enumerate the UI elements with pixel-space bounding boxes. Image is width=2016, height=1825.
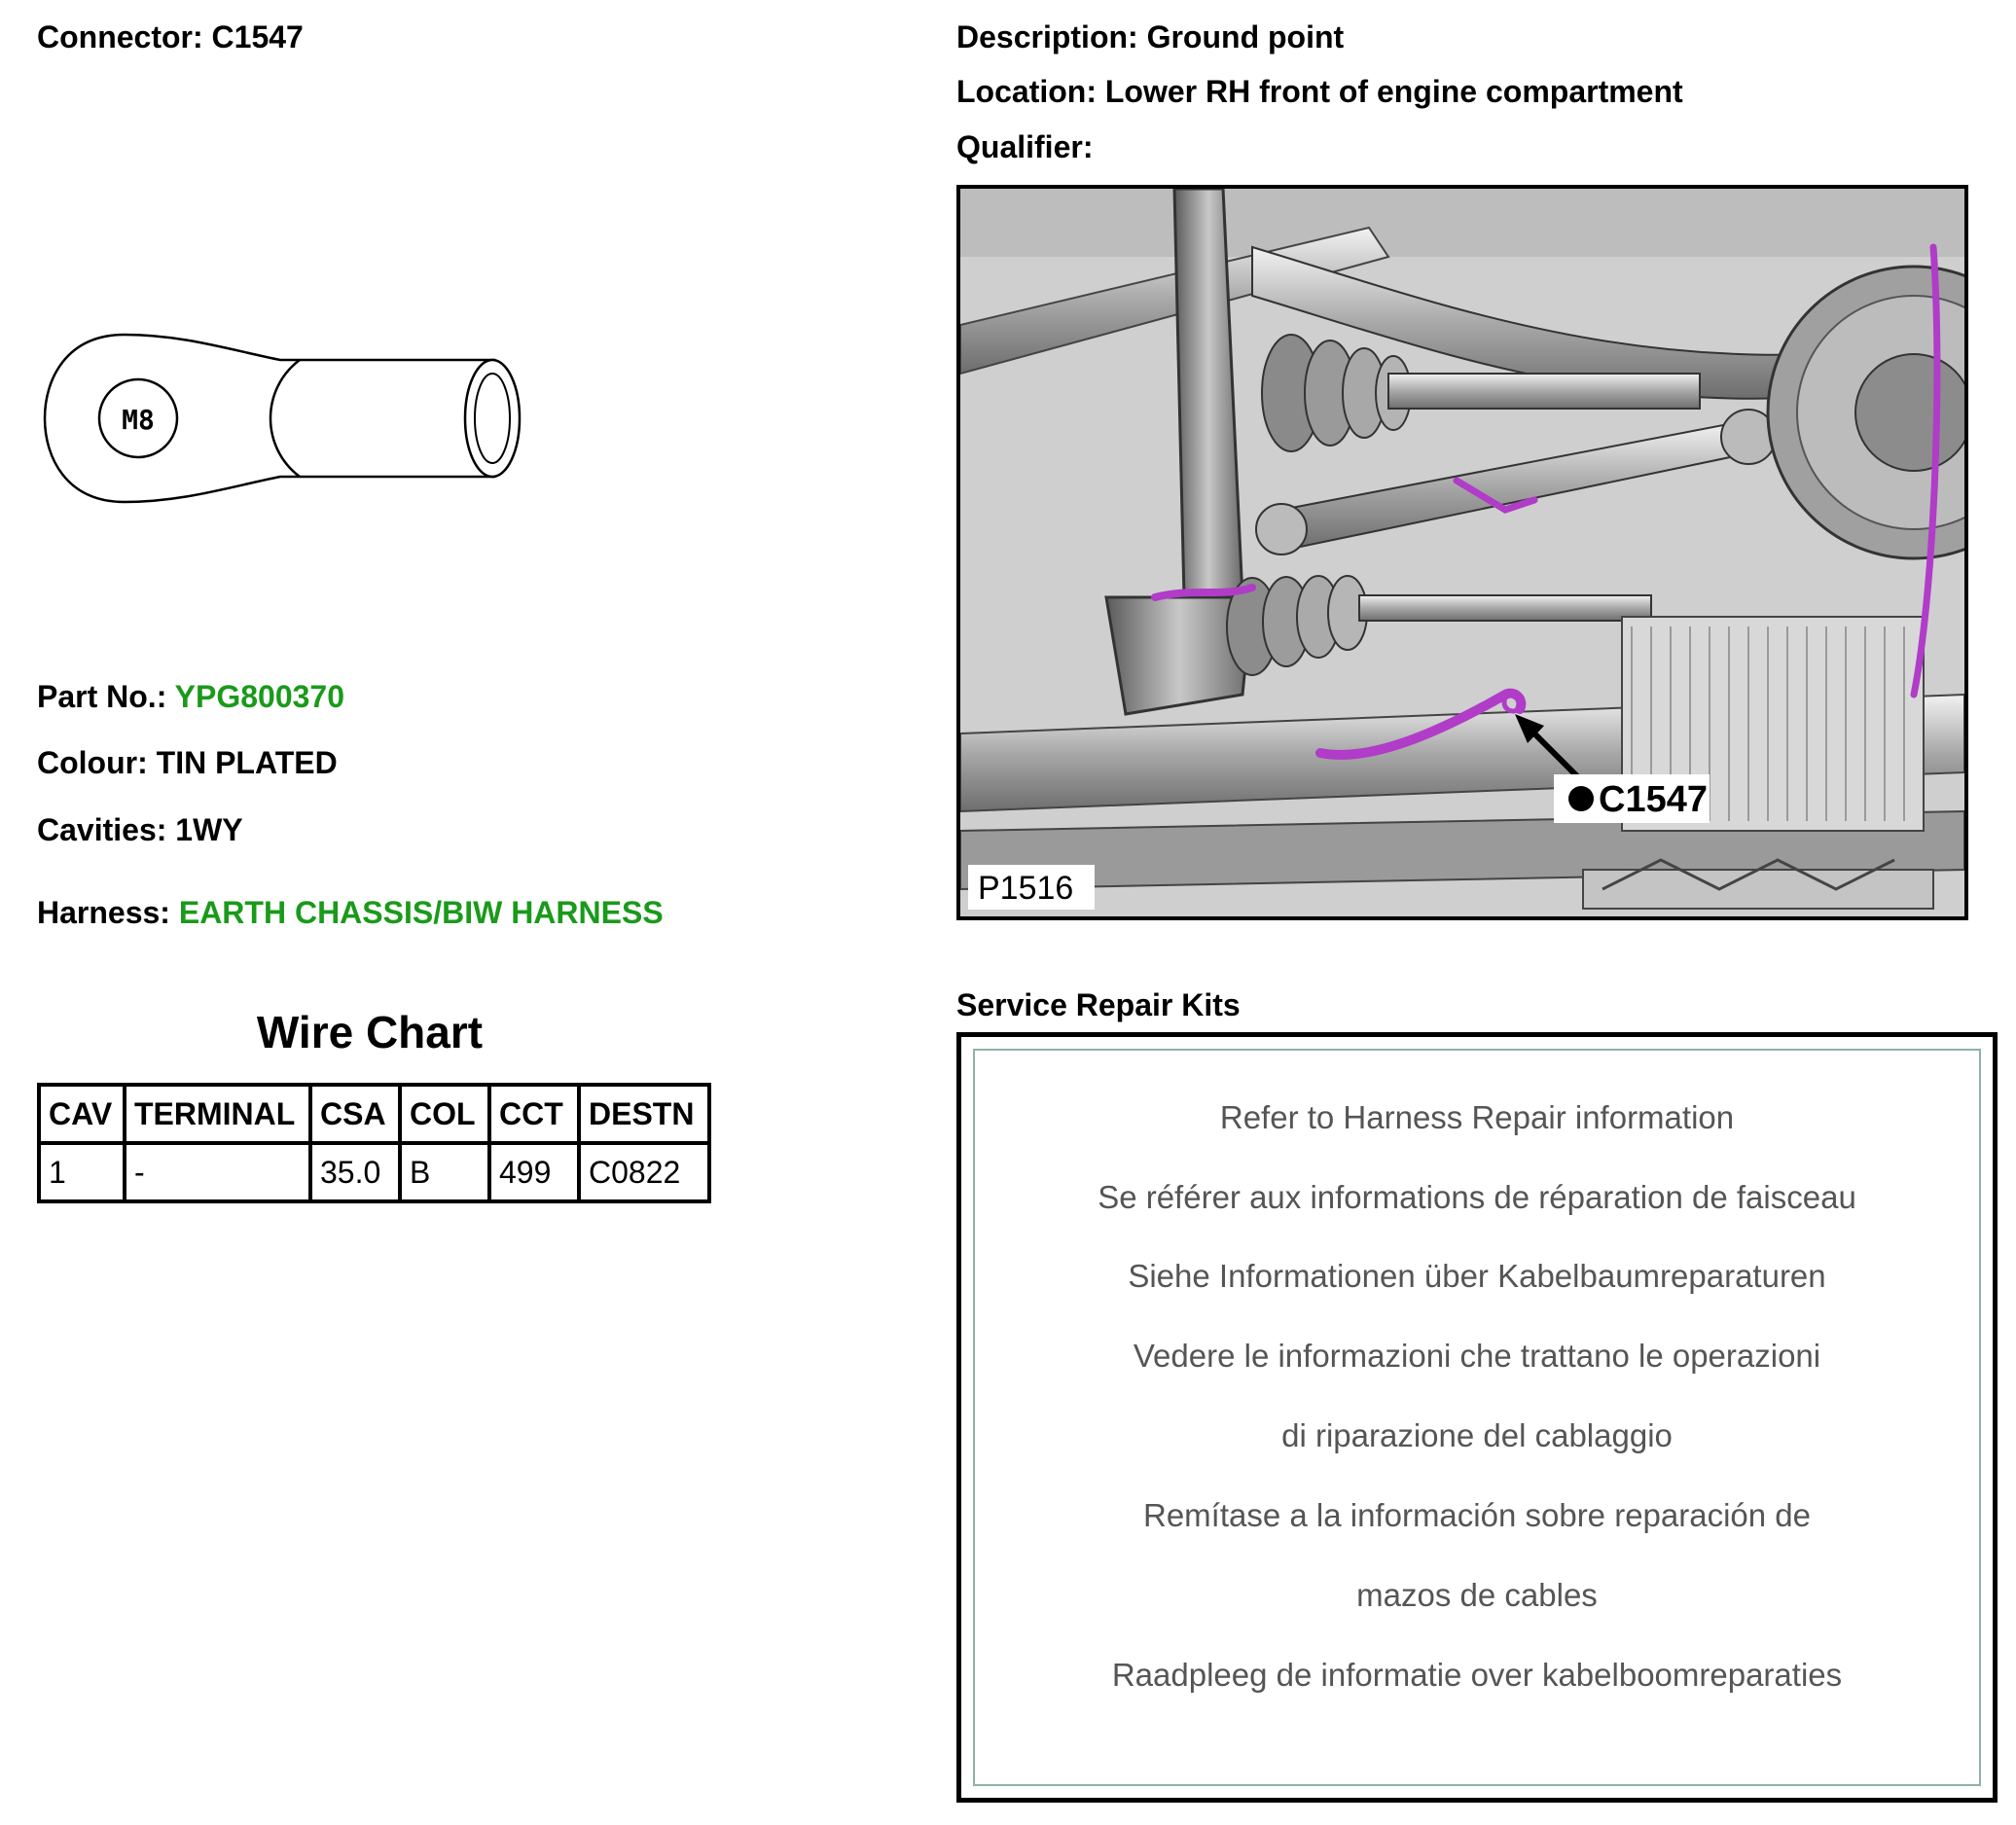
location-label: Location: bbox=[956, 74, 1097, 109]
service-repair-kits-title: Service Repair Kits bbox=[956, 987, 1241, 1022]
colour-value: TIN PLATED bbox=[156, 745, 338, 780]
callout-dot-icon bbox=[1568, 786, 1594, 811]
qualifier-label: Qualifier: bbox=[956, 129, 1094, 164]
header-cct: CCT bbox=[489, 1085, 579, 1143]
location-row bbox=[956, 74, 1683, 110]
callout-label: C1547 bbox=[1599, 779, 1708, 820]
colour-row bbox=[37, 745, 338, 781]
kit-line-fr: Se référer aux informations de réparation de faisceau bbox=[1098, 1179, 1856, 1215]
kit-line-it-2: di riparazione del cablaggio bbox=[1281, 1417, 1673, 1453]
cell-csa: 35.0 bbox=[310, 1143, 400, 1201]
part-number-label: Part No.: bbox=[37, 679, 167, 714]
header-destn: DESTN bbox=[579, 1085, 709, 1143]
header-terminal: TERMINAL bbox=[125, 1085, 310, 1143]
colour-label: Colour: bbox=[37, 745, 148, 780]
service-repair-kits-inner bbox=[973, 1049, 1981, 1786]
harness-link[interactable]: EARTH CHASSIS/BIW HARNESS bbox=[178, 895, 664, 930]
location-value: Lower RH front of engine compartment bbox=[1104, 74, 1683, 109]
kit-line-nl: Raadpleeg de informatie over kabelboomreparaties bbox=[1111, 1657, 1843, 1693]
wire-chart-header-row bbox=[39, 1085, 709, 1143]
kit-line-de: Siehe Informationen über Kabelbaumreparaturen bbox=[1128, 1258, 1826, 1294]
header-col: COL bbox=[400, 1085, 489, 1143]
wire-chart-table bbox=[37, 1083, 711, 1203]
description-value: Ground point bbox=[1146, 19, 1345, 54]
ring-terminal-drawing bbox=[37, 331, 533, 506]
cavities-label: Cavities: bbox=[37, 812, 167, 847]
description-label: Description: bbox=[956, 19, 1138, 54]
kit-line-it-1: Vedere le informazioni che trattano le operazioni bbox=[1133, 1338, 1821, 1374]
harness-label: Harness: bbox=[37, 895, 170, 930]
stud-size-label: M8 bbox=[122, 404, 155, 436]
figure-id: P1516 bbox=[978, 870, 1074, 907]
service-repair-kits-box bbox=[956, 1032, 1998, 1803]
cell-destn: C0822 bbox=[579, 1143, 709, 1201]
cell-col: B bbox=[400, 1143, 489, 1201]
part-number-link[interactable]: YPG800370 bbox=[174, 679, 345, 714]
wire-chart-title: Wire Chart bbox=[256, 1007, 484, 1057]
part-number-row bbox=[37, 679, 344, 715]
qualifier-row bbox=[956, 129, 1093, 165]
connector-heading bbox=[37, 19, 304, 55]
cavities-value: 1WY bbox=[175, 812, 243, 847]
kit-line-es-2: mazos de cables bbox=[1356, 1577, 1598, 1613]
cavities-row bbox=[37, 812, 243, 848]
description-row bbox=[956, 19, 1344, 55]
cell-cct: 499 bbox=[489, 1143, 579, 1201]
cell-terminal: - bbox=[125, 1143, 310, 1201]
kit-line-en: Refer to Harness Repair information bbox=[1219, 1099, 1735, 1135]
kit-line-es-1: Remítase a la información sobre reparación de bbox=[1142, 1497, 1812, 1533]
cell-cav: 1 bbox=[39, 1143, 125, 1201]
header-cav: CAV bbox=[39, 1085, 125, 1143]
table-row bbox=[39, 1143, 709, 1201]
connector-value: C1547 bbox=[211, 19, 304, 54]
location-illustration bbox=[956, 185, 1968, 920]
header-csa: CSA bbox=[310, 1085, 400, 1143]
harness-row bbox=[37, 895, 664, 931]
connector-label: Connector: bbox=[37, 19, 203, 54]
